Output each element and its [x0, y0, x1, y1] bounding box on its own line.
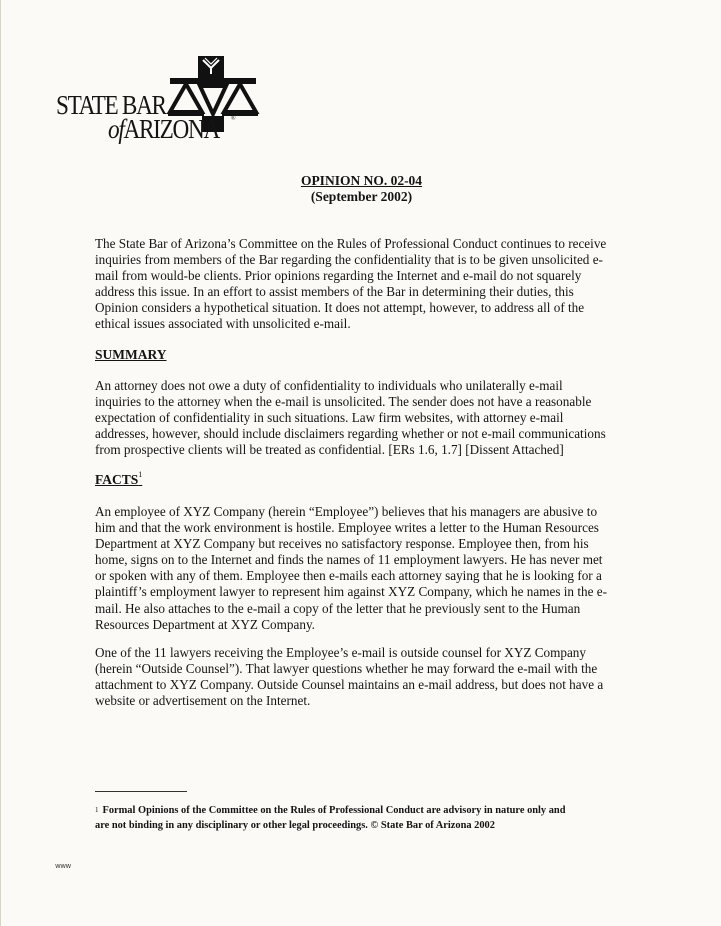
opinion-header	[1, 173, 721, 205]
footnote-line: $^1$ Formal Opinions of the Committee on the Rules of Professional Conduct are advisory in nature only and	[95, 805, 566, 816]
text-line: or spoken with any of them. Employee then e-mails each attorney saying that he is looking for a	[95, 568, 602, 584]
text-line: An employee of XYZ Company (herein “Employee”) believes that his managers are abusive to	[95, 504, 598, 519]
footnote-divider	[95, 791, 187, 792]
text-line: home, signs on to the Internet and finds the names of 11 employment lawyers. He has never met	[95, 552, 603, 568]
footnote	[95, 803, 565, 833]
text-line: (herein “Outside Counsel”). That lawyer questions whether he may forward the e-mail with the	[95, 661, 598, 677]
text-line: An attorney does not owe a duty of confidentiality to individuals who unilaterally e-mail	[95, 378, 563, 393]
footnote-line: are not binding in any disciplinary or other legal proceedings. © State Bar of Arizona 2002	[95, 820, 495, 831]
text-line: plaintiff’s employment lawyer to represent him against XYZ Company, which he names in the e-	[95, 584, 607, 600]
watermark-text: www	[55, 862, 71, 870]
text-line: address this issue. In an effort to assist members of the Bar in determining their duties, this	[95, 284, 574, 300]
text-line: expectation of confidentiality in such situations. Law firm websites, with attorney e-mail	[95, 410, 564, 426]
summary-heading: SUMMARY	[95, 347, 167, 362]
text-line: The State Bar of Arizona’s Committee on the Rules of Professional Conduct continues to receive	[95, 236, 607, 251]
text-line: Opinion considers a hypothetical situation. It does not attempt, however, to address all of the	[95, 300, 585, 316]
registered-mark: ®	[230, 114, 235, 122]
text-line: ethical issues associated with unsolicited e-mail.	[95, 316, 351, 332]
text-line: website or advertisement on the Internet.	[95, 693, 311, 709]
text-line: inquiries from members of the Bar regarding the confidentiality that is to be given unsolicited e-	[95, 252, 603, 268]
text-line: One of the 11 lawyers receiving the Employee’s e-mail is outside counsel for XYZ Company	[95, 645, 586, 660]
footnote-number: 1	[95, 806, 99, 814]
logo-text-of-arizona: ofARIZONA ®	[108, 114, 235, 144]
text-line: attachment to XYZ Company. Outside Counsel maintains an e-mail address, but does not have a	[95, 677, 604, 693]
summary-paragraph	[95, 378, 645, 458]
text-line: addresses, however, should include disclaimers regarding whether or not e-mail communications	[95, 426, 606, 442]
opinion-number: OPINION NO. 02-04	[300, 173, 423, 188]
text-line: Resources Department at XYZ Company.	[95, 616, 315, 632]
footnote-ref: 1	[138, 470, 143, 479]
facts-heading: FACTS$^1$	[95, 470, 143, 487]
logo-text-state-bar: STATE BAR	[56, 90, 166, 120]
opinion-date: (September 2002)	[310, 189, 413, 204]
intro-paragraph	[95, 236, 645, 333]
text-line: mail. He also attaches to the e-mail a copy of the letter that he previously sent to the Human	[95, 600, 581, 616]
text-line: from prospective clients will be treated as confidential. [ERs 1.6, 1.7] [Dissent Attached]	[95, 442, 564, 458]
text-line: inquiries to the attorney when the e-mail is unsolicited. The sender does not have a reasonable	[95, 394, 592, 410]
state-bar-logo	[56, 52, 271, 142]
text-line: mail from would-be clients. Prior opinions regarding the Internet and e-mail do not squarely	[95, 268, 582, 284]
facts-paragraph-1	[95, 504, 645, 633]
facts-paragraph-2	[95, 645, 645, 709]
text-line: Department at XYZ Company but receives no satisfactory response. Employee then, from his	[95, 536, 589, 552]
text-line: him and that the work environment is hostile. Employee writes a letter to the Human Resources	[95, 520, 599, 536]
